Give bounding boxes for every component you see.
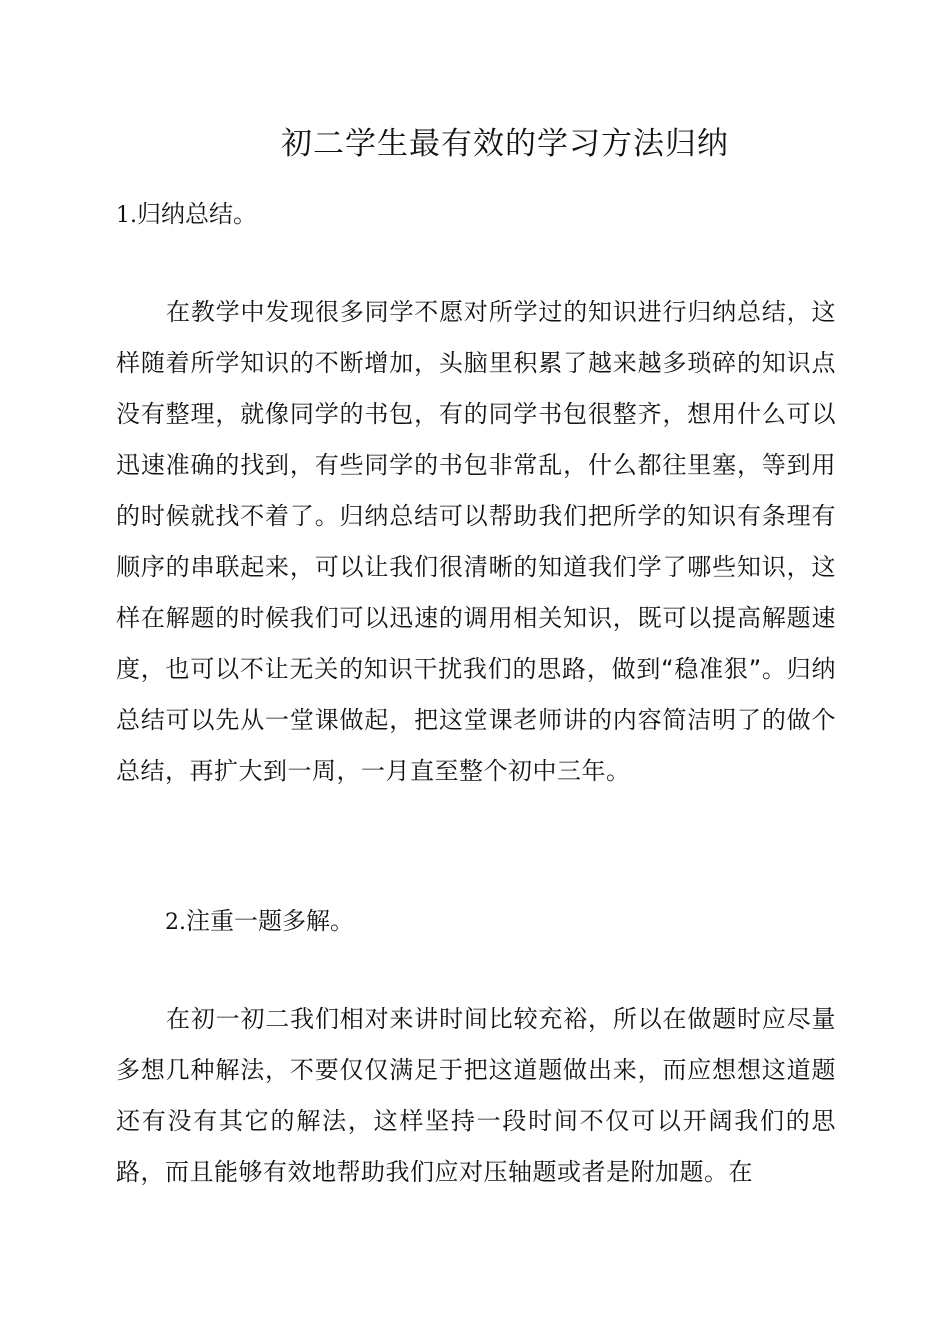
section-heading-1	[116, 197, 257, 233]
section-heading-text-2: 注重一题多解。	[186, 907, 354, 935]
section-paragraph-1: 在教学中发现很多同学不愿对所学过的知识进行归纳总结，这样随着所学知识的不断增加，头脑里积累了越来越多琐碎的知识点没有整理，就像同学的书包，有的同学书包很整齐，想用什么可以迅速准确的找到，有些同学的书包非常乱，什么都往里塞，等到用的时候就找不着了。归纳总结可以帮助我们把所学的知识有条理有顺序的串联起来，可以让我们很清晰的知道我们学了哪些知识，这样在解题的时候我们可以迅速的调用相关知识，既可以提高解题速度，也可以不让无关的知识干扰我们的思路，做到“稳准狠”。归纳总结可以先从一堂课做起，把这堂课老师讲的内容简洁明了的做个总结，再扩大到一周，一月直至整个初中三年。	[116, 298, 836, 785]
section-heading-text-1: 归纳总结。	[137, 200, 257, 228]
section-number-1: 1.	[116, 203, 137, 228]
section-heading-2	[165, 904, 354, 940]
section-number-2: 2.	[165, 910, 186, 935]
document-title: 初二学生最有效的学习方法归纳	[281, 126, 729, 162]
section-paragraph-2: 在初一初二我们相对来讲时间比较充裕，所以在做题时应尽量多想几种解法，不要仅仅满足于把这道题做出来，而应想想这道题还有没有其它的解法，这样坚持一段时间不仅可以开阔我们的思路，而且能够有效地帮助我们应对压轴题或者是附加题。在	[116, 1005, 836, 1186]
